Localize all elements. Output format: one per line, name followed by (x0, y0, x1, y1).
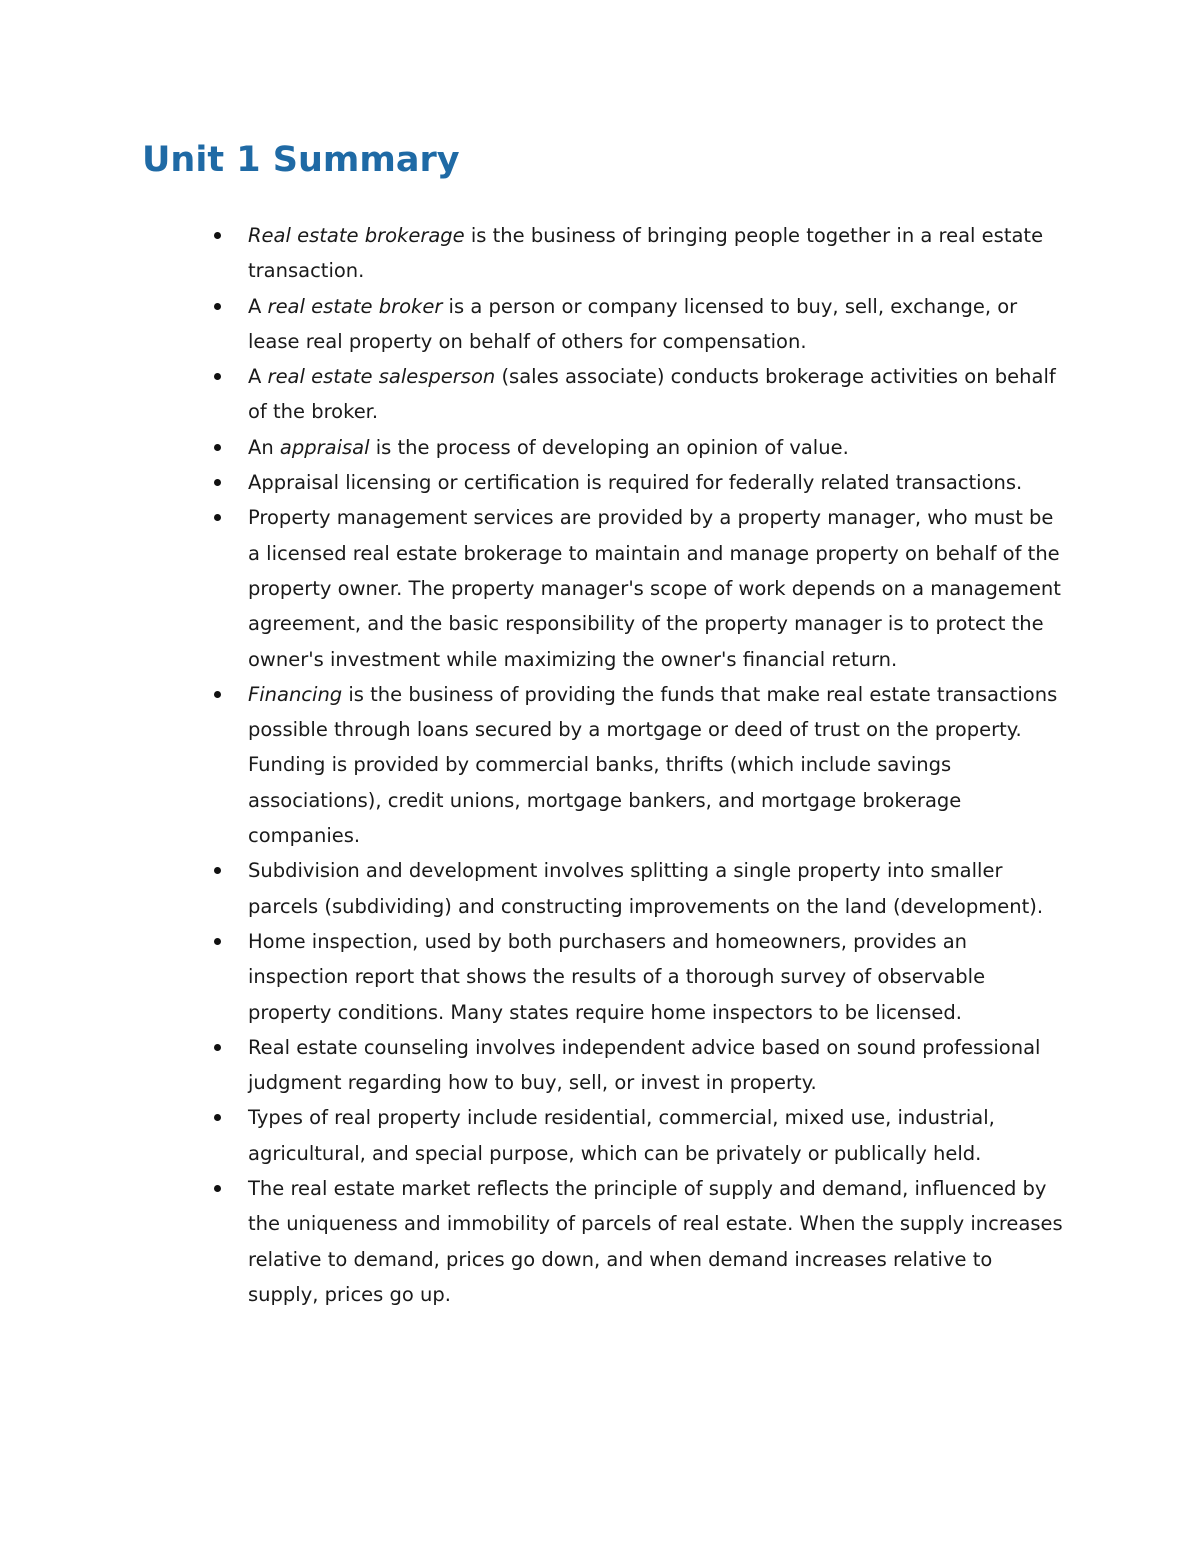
list-item-text: Real estate counseling involves independent advice based on sound professional judgment regarding how to buy, sell, or invest in property. (248, 1035, 1041, 1095)
defined-term: real estate broker (267, 294, 443, 318)
list-item-text: Home inspection, used by both purchasers and homeowners, provides an inspection report that shows the results of a thorough survey of observable property conditions. Many states require home inspectors to be licensed. (248, 929, 986, 1024)
list-item-text: is the business of providing the funds that make real estate transactions possible through loans secured by a mortgage or deed of trust on the property. Funding is provided by commercial banks, thrifts (which include savings associations), credit unions, mortgage bankers, and mortgage brokerage companies. (248, 682, 1058, 848)
list-item-lead: A (248, 294, 268, 318)
list-item (248, 924, 1063, 1030)
list-item (248, 853, 1063, 924)
list-item (248, 359, 1063, 430)
list-item-text: is the business of bringing people together in a real estate transaction. (248, 224, 1044, 283)
list-item (248, 218, 1063, 289)
list-item (248, 289, 1063, 360)
list-item (248, 1030, 1063, 1101)
list-item-text: (sales associate) conducts brokerage activities on behalf of the broker. (248, 365, 1056, 424)
list-item (248, 1171, 1063, 1312)
defined-term: appraisal (279, 435, 370, 459)
summary-list (0, 218, 1200, 1312)
page-title: Unit 1 Summary (142, 140, 460, 180)
list-item (248, 1100, 1063, 1171)
defined-term: Real estate brokerage (248, 224, 465, 247)
list-item-text: Types of real property include residential, commercial, mixed use, industrial, agricultural, and special purpose, which can be privately or publically held. (248, 1106, 995, 1165)
list-item (248, 677, 1063, 853)
list-item (248, 465, 1063, 500)
list-item (248, 500, 1063, 676)
list-item-text: is a person or company licensed to buy, sell, exchange, or lease real property on behalf of others for compensation. (248, 294, 1018, 353)
defined-term: real estate salesperson (267, 365, 496, 389)
list-item-text: Subdivision and development involves splitting a single property into smaller parcels (subdividing) and constructing improvements on the land (development). (248, 859, 1044, 918)
list-item-text: Appraisal licensing or certification is required for federally related transactions. (248, 471, 1023, 495)
list-item (248, 430, 1063, 465)
list-item-text: Property management services are provided by a property manager, who must be a licensed real estate brokerage to maintain and manage property on behalf of the property owner. The property manager's scope of work depends on a management agreement, and the basic responsibility of the property manager is to protect the owner's investment while maximizing the owner's financial return. (248, 506, 1061, 671)
list-item-lead: A (248, 365, 268, 389)
list-item-lead: An (248, 435, 280, 459)
list-item-text: The real estate market reflects the principle of supply and demand, influenced by the uniqueness and immobility of parcels of real estate. When the supply increases relative to demand, prices go down, and when demand increases relative to supply, prices go up. (248, 1177, 1063, 1306)
list-item-text: is the process of developing an opinion of value. (369, 435, 849, 459)
defined-term: Financing (248, 682, 343, 706)
